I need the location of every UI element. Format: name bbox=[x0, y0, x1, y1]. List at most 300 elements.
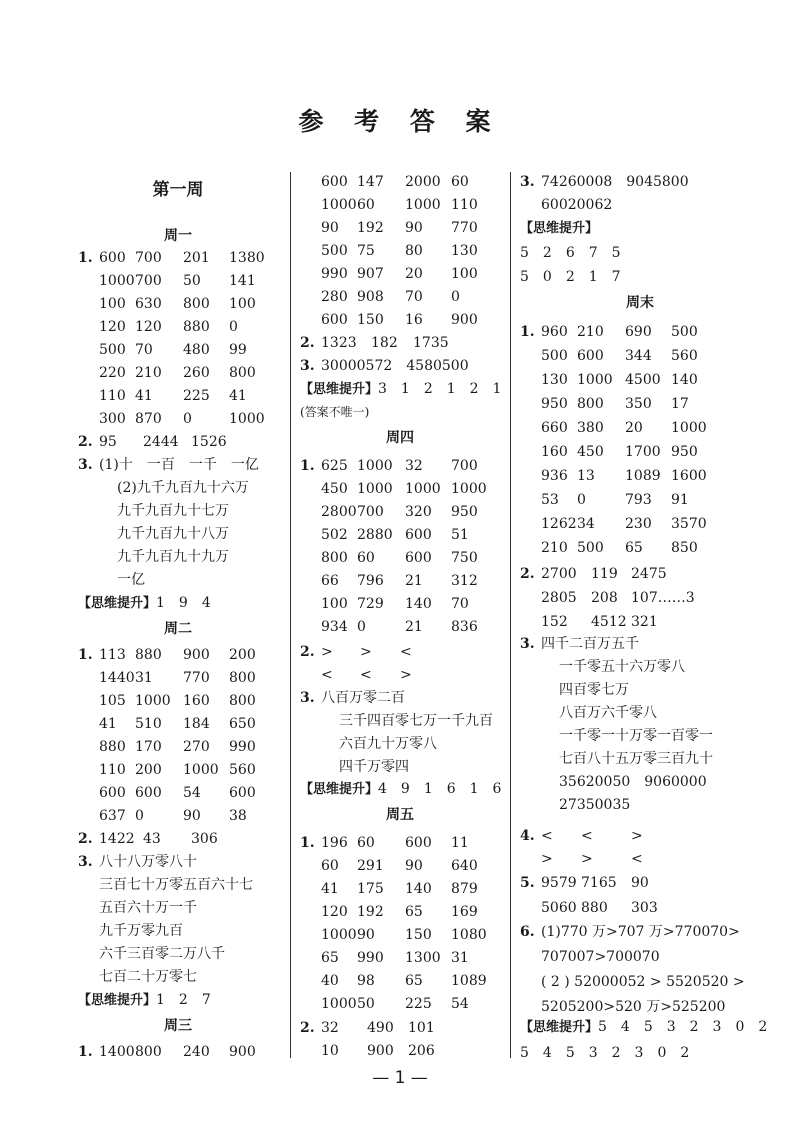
think-line bbox=[300, 779, 501, 799]
answer-cell: 120 bbox=[135, 319, 162, 335]
answer-text: (2)九千九百九十六万 bbox=[117, 480, 249, 496]
answer-cell: 270 bbox=[183, 739, 210, 755]
think-label: 【思维提升】 bbox=[520, 221, 599, 236]
answer-cell: 321 bbox=[631, 614, 658, 630]
answer-text: (1)十 一百 一千 一亿 bbox=[99, 457, 259, 473]
question-number: 3. bbox=[520, 174, 535, 190]
answer-cell: 169 bbox=[451, 904, 478, 920]
answer-cell: 20 bbox=[625, 420, 643, 436]
answer-cell: 99 bbox=[229, 342, 247, 358]
answer-cell: 201 bbox=[183, 250, 210, 266]
answer-text: 5 2 6 7 5 bbox=[520, 245, 621, 261]
question-number: 1. bbox=[78, 647, 93, 663]
answer-cell: 107……3 bbox=[631, 590, 695, 606]
answer-cell: 1089 bbox=[451, 973, 487, 989]
answer-cell: 500 bbox=[577, 540, 604, 556]
answer-cell: 210 bbox=[135, 365, 162, 381]
answer-cell: 600 bbox=[99, 250, 126, 266]
answer-text: 七百二十万零七 bbox=[99, 969, 197, 985]
answer-text: 5205200>520 万>525200 bbox=[541, 999, 726, 1015]
answer-cell: 150 bbox=[357, 312, 384, 328]
answer-cell: 1080 bbox=[451, 927, 487, 943]
answer-cell: 0 bbox=[357, 619, 366, 635]
answer-cell: 152 bbox=[541, 614, 568, 630]
answer-text: 四千万零四 bbox=[339, 759, 409, 775]
answer-text: 四百零七万 bbox=[559, 682, 629, 698]
answer-cell: 850 bbox=[671, 540, 698, 556]
think-values: 4 9 1 6 1 6 bbox=[378, 781, 502, 797]
answer-text: 八百万零二百 bbox=[321, 690, 405, 706]
answer-cell: 140 bbox=[405, 596, 432, 612]
answer-cell: 80 bbox=[405, 243, 423, 259]
answer-cell: 934 bbox=[321, 619, 348, 635]
answer-cell: 950 bbox=[541, 396, 568, 412]
question-number: 2. bbox=[78, 831, 93, 847]
answer-cell: 65 bbox=[405, 904, 423, 920]
answer-cell: 184 bbox=[183, 716, 210, 732]
answer-cell: 660 bbox=[541, 420, 568, 436]
answer-cell: 879 bbox=[451, 881, 478, 897]
answer-cell: 800 bbox=[183, 296, 210, 312]
answer-cell: 560 bbox=[671, 348, 698, 364]
answer-text: 九千九百九十八万 bbox=[117, 526, 229, 542]
answer-cell: 100 bbox=[321, 596, 348, 612]
answer-text: 六百九十万零八 bbox=[339, 736, 437, 752]
answer-cell: 38 bbox=[229, 808, 247, 824]
answer-cell: 100 bbox=[229, 296, 256, 312]
answer-cell: 70 bbox=[405, 289, 423, 305]
answer-cell: 900 bbox=[367, 1043, 394, 1059]
answer-cell: 1000 bbox=[99, 273, 135, 289]
answer-cell: 1000 bbox=[357, 481, 393, 497]
answer-cell: 41 bbox=[229, 388, 247, 404]
question-number: 2. bbox=[300, 335, 315, 351]
answer-cell: 119 bbox=[591, 566, 618, 582]
answer-cell: 300 bbox=[99, 411, 126, 427]
answer-cell: 900 bbox=[183, 647, 210, 663]
answer-cell: 13 bbox=[577, 468, 595, 484]
answer-cell: 1000 bbox=[671, 420, 707, 436]
answer-cell: 1000 bbox=[135, 693, 171, 709]
answer-cell: 600 bbox=[321, 174, 348, 190]
answer-cell: 65 bbox=[321, 950, 339, 966]
answer-cell: 480 bbox=[183, 342, 210, 358]
answer-cell: 120 bbox=[99, 319, 126, 335]
question-number: 3. bbox=[78, 854, 93, 870]
think-label: 【思维提升】 bbox=[78, 993, 157, 1008]
answer-cell: < bbox=[321, 667, 333, 683]
answer-cell: 90 bbox=[405, 858, 423, 874]
think-values: 1 9 4 bbox=[156, 595, 211, 611]
answer-cell: > bbox=[541, 851, 553, 867]
answer-cell: 344 bbox=[625, 348, 652, 364]
answer-cell: 770 bbox=[451, 220, 478, 236]
answer-cell: 90 bbox=[405, 220, 423, 236]
answer-cell: 32 bbox=[321, 1020, 339, 1036]
answer-text: 六千三百零二万八千 bbox=[99, 946, 225, 962]
answer-cell: 625 bbox=[321, 458, 348, 474]
answer-cell: 1000 bbox=[405, 481, 441, 497]
think-line bbox=[300, 379, 501, 399]
answer-cell: 40 bbox=[321, 973, 339, 989]
answer-cell: 1440 bbox=[99, 670, 135, 686]
answer-cell: 800 bbox=[577, 396, 604, 412]
answer-cell: 880 bbox=[183, 319, 210, 335]
answer-cell: 20 bbox=[405, 266, 423, 282]
answer-cell: 1000 bbox=[229, 411, 265, 427]
answer-cell: 500 bbox=[99, 342, 126, 358]
think-line bbox=[78, 593, 211, 613]
answer-cell: 41 bbox=[321, 881, 339, 897]
answer-cell: 10 bbox=[321, 1043, 339, 1059]
answer-cell: 4500 bbox=[625, 372, 661, 388]
answer-cell: 500 bbox=[671, 324, 698, 340]
answer-cell: 100 bbox=[99, 296, 126, 312]
answer-cell: 70 bbox=[451, 596, 469, 612]
question-number: 5. bbox=[520, 875, 535, 891]
answer-cell: 0 bbox=[183, 411, 192, 427]
answer-cell: 836 bbox=[451, 619, 478, 635]
question-number: 1. bbox=[78, 250, 93, 266]
answer-text: 三百七十万零五百六十七 bbox=[99, 877, 253, 893]
answer-cell: 101 bbox=[408, 1020, 435, 1036]
answer-cell: 2800 bbox=[321, 504, 357, 520]
section-heading: 周二 bbox=[164, 621, 192, 637]
answer-cell: 870 bbox=[135, 411, 162, 427]
answer-cell: 350 bbox=[625, 396, 652, 412]
answer-cell: 1000 bbox=[321, 927, 357, 943]
answer-cell: 800 bbox=[229, 365, 256, 381]
answer-cell: 1700 bbox=[625, 444, 661, 460]
answer-cell: 41 bbox=[99, 716, 117, 732]
answer-cell: 320 bbox=[405, 504, 432, 520]
answer-cell: 31 bbox=[451, 950, 469, 966]
answer-text: 35620050 9060000 bbox=[559, 774, 707, 790]
answer-cell: 65 bbox=[405, 973, 423, 989]
answer-cell: 0 bbox=[135, 808, 144, 824]
answer-text: 八十八万零八十 bbox=[99, 854, 197, 870]
think-line bbox=[520, 218, 598, 238]
section-heading: 周四 bbox=[386, 430, 414, 446]
answer-cell: 700 bbox=[135, 250, 162, 266]
answer-text: ( 2 ) 52000052 > 5520520 > bbox=[541, 974, 745, 990]
answer-cell: 260 bbox=[183, 365, 210, 381]
answer-cell: 908 bbox=[357, 289, 384, 305]
answer-cell: 600 bbox=[99, 785, 126, 801]
question-number: 1. bbox=[78, 1044, 93, 1060]
answer-cell: 690 bbox=[625, 324, 652, 340]
answer-cell: 2444 bbox=[143, 434, 179, 450]
think-label: 【思维提升】 bbox=[300, 382, 379, 397]
answer-cell: 21 bbox=[405, 573, 423, 589]
answer-cell: 990 bbox=[321, 266, 348, 282]
answer-text: (1)770 万>707 万>770070> bbox=[541, 924, 740, 940]
answer-cell: 510 bbox=[135, 716, 162, 732]
answer-cell: 729 bbox=[357, 596, 384, 612]
answer-cell: 600 bbox=[405, 527, 432, 543]
column-divider bbox=[510, 172, 511, 1058]
answer-text: 七百八十五万零三百九十 bbox=[559, 751, 713, 767]
answer-cell: < bbox=[360, 667, 372, 683]
answer-text: 一千零一十万零一百零一 bbox=[559, 728, 713, 744]
question-number: 2. bbox=[520, 566, 535, 582]
answer-text: 九千九百九十七万 bbox=[117, 503, 229, 519]
answer-text: 九千万零九百 bbox=[99, 923, 183, 939]
answer-cell: > bbox=[631, 828, 643, 844]
answer-cell: 60 bbox=[357, 550, 375, 566]
think-label: 【思维提升】 bbox=[300, 782, 379, 797]
answer-cell: 206 bbox=[408, 1043, 435, 1059]
column-divider bbox=[290, 172, 291, 1058]
answer-cell: 225 bbox=[183, 388, 210, 404]
answer-cell: 110 bbox=[99, 762, 126, 778]
answer-cell: 600 bbox=[135, 785, 162, 801]
answer-cell: 0 bbox=[577, 492, 586, 508]
answer-cell: 502 bbox=[321, 527, 348, 543]
answer-cell: 141 bbox=[229, 273, 256, 289]
answer-cell: 1000 bbox=[577, 372, 613, 388]
answer-cell: 1400 bbox=[99, 1044, 135, 1060]
answer-cell: 208 bbox=[591, 590, 618, 606]
answer-cell: 31 bbox=[135, 670, 153, 686]
answer-cell: 220 bbox=[99, 365, 126, 381]
answer-cell: 4512 bbox=[591, 614, 627, 630]
answer-cell: 1380 bbox=[229, 250, 265, 266]
answer-cell: 17 bbox=[671, 396, 689, 412]
answer-cell: 50 bbox=[183, 273, 201, 289]
answer-cell: 1000 bbox=[405, 197, 441, 213]
answer-cell: > bbox=[581, 851, 593, 867]
answer-cell: 2700 bbox=[541, 566, 577, 582]
answer-cell: 91 bbox=[671, 492, 689, 508]
answer-cell: 98 bbox=[357, 973, 375, 989]
answer-cell: 640 bbox=[451, 858, 478, 874]
answer-text: 74260008 9045800 bbox=[541, 174, 689, 190]
answer-cell: 1000 bbox=[451, 481, 487, 497]
answer-cell: > bbox=[400, 667, 412, 683]
answer-cell: 170 bbox=[135, 739, 162, 755]
answer-cell: 9579 bbox=[541, 875, 577, 891]
section-heading: 周三 bbox=[164, 1018, 192, 1034]
answer-cell: 796 bbox=[357, 573, 384, 589]
question-number: 3. bbox=[300, 358, 315, 374]
answer-cell: 130 bbox=[541, 372, 568, 388]
question-number: 2. bbox=[300, 1020, 315, 1036]
answer-cell: 990 bbox=[357, 950, 384, 966]
answer-cell: 240 bbox=[183, 1044, 210, 1060]
answer-text: 一亿 bbox=[117, 572, 145, 588]
answer-cell: 100 bbox=[451, 266, 478, 282]
answer-cell: 800 bbox=[229, 693, 256, 709]
answer-cell: 32 bbox=[405, 458, 423, 474]
question-number: 4. bbox=[520, 828, 535, 844]
answer-cell: 1323 bbox=[321, 335, 357, 351]
answer-cell: 800 bbox=[321, 550, 348, 566]
answer-text: 30000572 4580500 bbox=[321, 358, 469, 374]
answer-cell: 60 bbox=[357, 197, 375, 213]
answer-text: 27350035 bbox=[559, 797, 631, 813]
think-values: 1 2 7 bbox=[156, 992, 211, 1008]
answer-cell: 960 bbox=[541, 324, 568, 340]
answer-cell: 907 bbox=[357, 266, 384, 282]
section-heading: 周末 bbox=[626, 295, 654, 311]
answer-cell: 750 bbox=[451, 550, 478, 566]
answer-cell: 196 bbox=[321, 835, 348, 851]
answer-text: 5 4 5 3 2 3 0 2 bbox=[520, 1045, 690, 1061]
answer-cell: 110 bbox=[451, 197, 478, 213]
answer-cell: 66 bbox=[321, 573, 339, 589]
answer-text: 九千九百九十九万 bbox=[117, 549, 229, 565]
answer-cell: 1526 bbox=[191, 434, 227, 450]
answer-cell: 630 bbox=[135, 296, 162, 312]
answer-cell: 280 bbox=[321, 289, 348, 305]
answer-cell: 120 bbox=[321, 904, 348, 920]
answer-cell: 600 bbox=[321, 312, 348, 328]
answer-cell: 900 bbox=[229, 1044, 256, 1060]
answer-cell: 936 bbox=[541, 468, 568, 484]
answer-text: 八百万六千零八 bbox=[559, 705, 657, 721]
answer-text: 四千二百万五千 bbox=[541, 636, 639, 652]
answer-cell: 2880 bbox=[357, 527, 393, 543]
answer-cell: 880 bbox=[99, 739, 126, 755]
question-number: 3. bbox=[300, 690, 315, 706]
answer-cell: 1422 bbox=[99, 831, 135, 847]
question-number: 1. bbox=[300, 835, 315, 851]
answer-cell: 650 bbox=[229, 716, 256, 732]
answer-cell: 90 bbox=[183, 808, 201, 824]
answer-cell: 793 bbox=[625, 492, 652, 508]
answer-cell: 600 bbox=[405, 550, 432, 566]
answer-cell: 60 bbox=[357, 835, 375, 851]
answer-cell: 1089 bbox=[625, 468, 661, 484]
answer-cell: 700 bbox=[135, 273, 162, 289]
answer-cell: 182 bbox=[371, 335, 398, 351]
answer-text: 五百六十万一千 bbox=[99, 900, 197, 916]
answer-cell: 90 bbox=[321, 220, 339, 236]
answer-cell: 113 bbox=[99, 647, 126, 663]
answer-cell: < bbox=[541, 828, 553, 844]
answer-cell: 90 bbox=[631, 875, 649, 891]
answer-cell: 110 bbox=[99, 388, 126, 404]
question-number: 1. bbox=[520, 324, 535, 340]
answer-cell: 5060 bbox=[541, 900, 577, 916]
answer-cell: 3570 bbox=[671, 516, 707, 532]
answer-cell: 16 bbox=[405, 312, 423, 328]
answer-cell: 600 bbox=[577, 348, 604, 364]
answer-cell: 192 bbox=[357, 904, 384, 920]
answer-text: 60020062 bbox=[541, 197, 613, 213]
answer-text: 707007>700070 bbox=[541, 949, 660, 965]
answer-cell: 75 bbox=[357, 243, 375, 259]
answer-cell: 1735 bbox=[413, 335, 449, 351]
answer-cell: 70 bbox=[135, 342, 153, 358]
answer-cell: 160 bbox=[183, 693, 210, 709]
answer-cell: 450 bbox=[321, 481, 348, 497]
answer-cell: 65 bbox=[625, 540, 643, 556]
answer-text: 一千零五十六万零八 bbox=[559, 659, 685, 675]
answer-cell: 200 bbox=[229, 647, 256, 663]
answer-cell: 21 bbox=[405, 619, 423, 635]
answer-cell: 0 bbox=[451, 289, 460, 305]
answer-cell: 1000 bbox=[321, 996, 357, 1012]
answer-cell: 990 bbox=[229, 739, 256, 755]
think-label: 【思维提升】 bbox=[78, 596, 157, 611]
answer-cell: 53 bbox=[541, 492, 559, 508]
answer-cell: 95 bbox=[99, 434, 117, 450]
answer-cell: 2475 bbox=[631, 566, 667, 582]
page-title: 参 考 答 案 bbox=[298, 107, 502, 136]
question-number: 1. bbox=[300, 458, 315, 474]
question-number: 2. bbox=[300, 644, 315, 660]
question-number: 3. bbox=[520, 636, 535, 652]
question-number: 2. bbox=[78, 434, 93, 450]
section-heading: 周一 bbox=[164, 228, 192, 244]
think-values: 3 1 2 1 2 1 bbox=[378, 381, 502, 397]
answer-cell: 1000 bbox=[321, 197, 357, 213]
answer-cell: 600 bbox=[405, 835, 432, 851]
answer-text: 5 0 2 1 7 bbox=[520, 269, 621, 285]
answer-cell: 303 bbox=[631, 900, 658, 916]
think-values: 5 4 5 3 2 3 0 2 bbox=[598, 1019, 768, 1035]
answer-cell: 950 bbox=[451, 504, 478, 520]
answer-cell: 210 bbox=[577, 324, 604, 340]
answer-cell: 500 bbox=[321, 243, 348, 259]
answer-cell: 637 bbox=[99, 808, 126, 824]
answer-cell: 140 bbox=[405, 881, 432, 897]
answer-cell: 150 bbox=[405, 927, 432, 943]
answer-cell: 90 bbox=[357, 927, 375, 943]
section-heading: 周五 bbox=[386, 807, 414, 823]
answer-cell: 900 bbox=[451, 312, 478, 328]
answer-cell: 800 bbox=[229, 670, 256, 686]
answer-cell: 54 bbox=[451, 996, 469, 1012]
question-number: 6. bbox=[520, 924, 535, 940]
answer-cell: 43 bbox=[143, 831, 161, 847]
answer-cell: 41 bbox=[135, 388, 153, 404]
think-line bbox=[78, 990, 211, 1010]
answer-cell: < bbox=[581, 828, 593, 844]
answer-cell: 200 bbox=[135, 762, 162, 778]
answer-cell: 880 bbox=[581, 900, 608, 916]
think-label: 【思维提升】 bbox=[520, 1020, 599, 1035]
answer-cell: 312 bbox=[451, 573, 478, 589]
answer-cell: 600 bbox=[229, 785, 256, 801]
answer-cell: 880 bbox=[135, 647, 162, 663]
answer-cell: 2805 bbox=[541, 590, 577, 606]
answer-cell: 130 bbox=[451, 243, 478, 259]
answer-cell: 306 bbox=[191, 831, 218, 847]
section-heading: 第一周 bbox=[152, 180, 204, 200]
answer-cell: 7165 bbox=[581, 875, 617, 891]
answer-cell: 192 bbox=[357, 220, 384, 236]
answer-cell: 210 bbox=[541, 540, 568, 556]
answer-cell: 140 bbox=[671, 372, 698, 388]
answer-cell: 230 bbox=[625, 516, 652, 532]
answer-cell: > bbox=[360, 644, 372, 660]
answer-text: 三千四百零七万一千九百 bbox=[339, 713, 493, 729]
answer-cell: 1000 bbox=[357, 458, 393, 474]
answer-cell: 2000 bbox=[405, 174, 441, 190]
answer-cell: 51 bbox=[451, 527, 469, 543]
page-number: — 1 — bbox=[372, 1068, 428, 1088]
answer-cell: 147 bbox=[357, 174, 384, 190]
answer-cell: 700 bbox=[451, 458, 478, 474]
answer-text: (答案不唯一) bbox=[300, 405, 370, 419]
answer-cell: 560 bbox=[229, 762, 256, 778]
answer-cell: 291 bbox=[357, 858, 384, 874]
answer-cell: 380 bbox=[577, 420, 604, 436]
answer-cell: 160 bbox=[541, 444, 568, 460]
